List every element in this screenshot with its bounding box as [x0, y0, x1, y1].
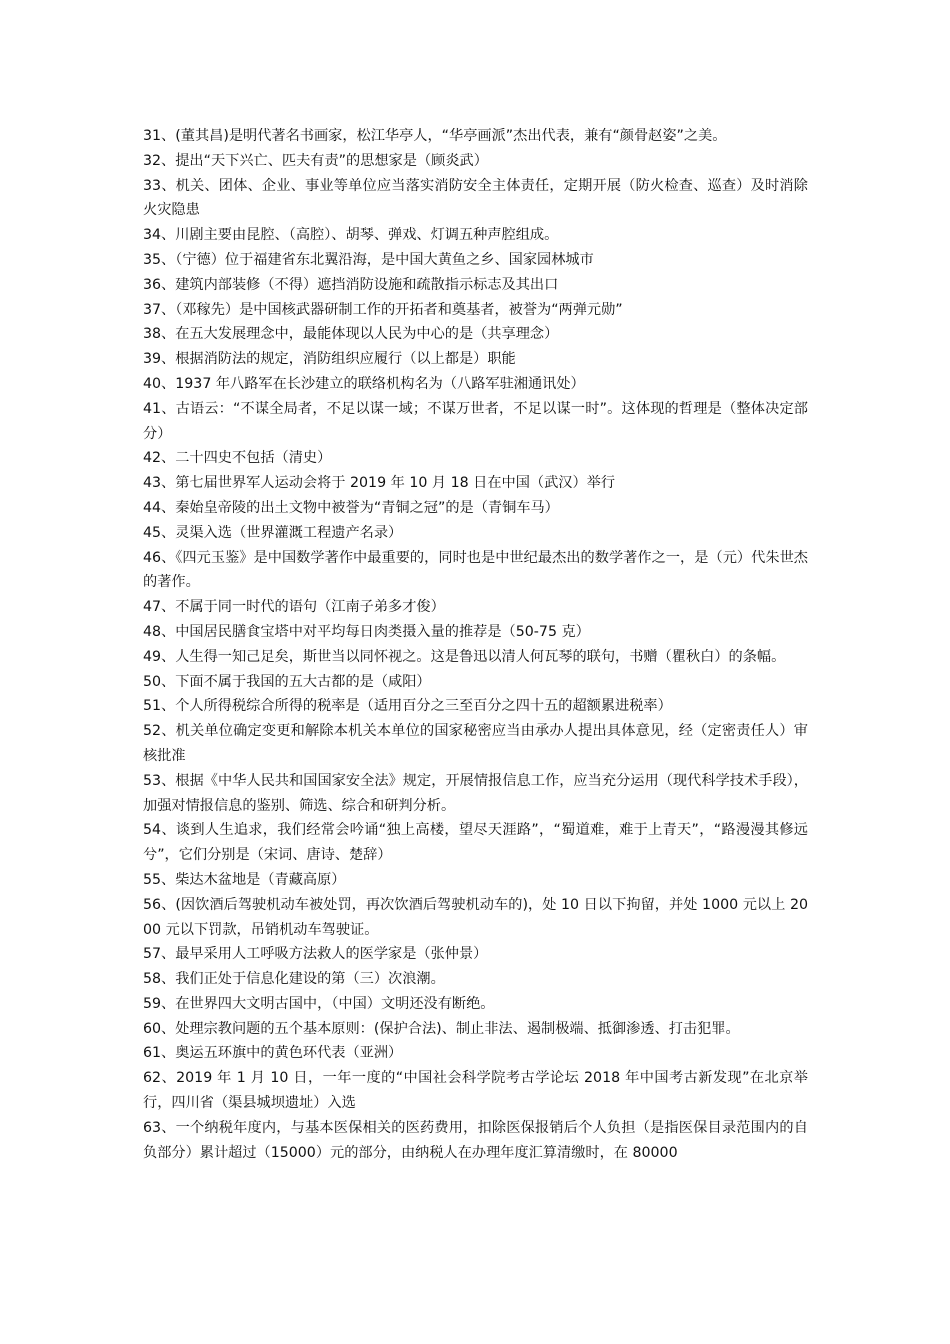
list-item: 54、谈到人生追求，我们经常会吟诵“独上高楼，望尽天涯路”，“蜀道难，难于上青天”，“路漫漫其修远兮”，它们分别是（宋词、唐诗、楚辞）: [143, 822, 808, 864]
list-item: 37、（邓稼先）是中国核武器研制工作的开拓者和奠基者，被誉为“两弹元勋”: [143, 301, 623, 318]
list-item: 49、人生得一知己足矣，斯世当以同怀视之。这是鲁迅以清人何瓦琴的联句，书赠（瞿秋白）的条幅。: [143, 648, 786, 665]
list-item: 39、根据消防法的规定，消防组织应履行（以上都是）职能: [143, 351, 516, 368]
list-item: 63、一个纳税年度内，与基本医保相关的医药费用，扣除医保报销后个人负担（是指医保目录范围内的自负部分）累计超过（15000）元的部分，由纳税人在办理年度汇算清缴时，在 80000: [143, 1119, 808, 1161]
list-item: 48、中国居民膳食宝塔中对平均每日肉类摄入量的推荐是（50-75 克）: [143, 623, 590, 640]
list-item: 52、机关单位确定变更和解除本机关本单位的国家秘密应当由承办人提出具体意见，经（定密责任人）审核批准: [143, 723, 808, 764]
list-item: 42、二十四史不包括（清史）: [143, 450, 332, 467]
list-item: 44、秦始皇帝陵的出土文物中被誉为“青铜之冠”的是（青铜车马）: [143, 499, 559, 516]
list-item: 34、川剧主要由昆腔、（高腔）、胡琴、弹戏、灯调五种声腔组成。: [143, 227, 559, 244]
list-item: 47、不属于同一时代的语句（江南子弟多才俊）: [143, 599, 445, 616]
document-body: [143, 124, 808, 1165]
list-item: 50、下面不属于我国的五大古都的是（咸阳）: [143, 673, 431, 690]
list-item: 38、在五大发展理念中，最能体现以人民为中心的是（共享理念）: [143, 326, 559, 343]
list-item: 41、古语云：“不谋全局者，不足以谋一域；不谋万世者，不足以谋一时”。这体现的哲理是（整体决定部分）: [143, 400, 808, 442]
list-item: 32、提出“天下兴亡、匹夫有责”的思想家是（顾炎武）: [143, 152, 488, 169]
list-item: 62、2019 年 1 月 10 日，一年一度的“中国社会科学院考古学论坛 2018 年中国考古新发现”在北京举行，四川省（渠县城坝遗址）入选: [143, 1070, 808, 1112]
list-item: 33、机关、团体、企业、事业等单位应当落实消防安全主体责任，定期开展（防火检查、巡查）及时消除火灾隐患: [143, 177, 808, 219]
list-item: 53、根据《中华人民共和国国家安全法》规定，开展情报信息工作，应当充分运用（现代科学技术手段），加强对情报信息的鉴别、筛选、综合和研判分析。: [143, 772, 808, 814]
list-item: 55、柴达木盆地是（青藏高原）: [143, 871, 346, 888]
list-item: 40、1937 年八路军在长沙建立的联络机构名为（八路军驻湘通讯处）: [143, 375, 585, 392]
list-item: 51、个人所得税综合所得的税率是（适用百分之三至百分之四十五的超额累进税率）: [143, 698, 672, 715]
list-item: 58、我们正处于信息化建设的第（三）次浪潮。: [143, 971, 445, 988]
list-item: 57、最早采用人工呼吸方法救人的医学家是（张仲景）: [143, 946, 488, 963]
list-item: 35、（宁德）位于福建省东北翼沿海，是中国大黄鱼之乡、国家园林城市: [143, 251, 594, 268]
list-item: 46、《四元玉鉴》是中国数学著作中最重要的，同时也是中世纪最杰出的数学著作之一，是（元）代朱世杰的著作。: [143, 549, 808, 591]
list-item: 60、处理宗教问题的五个基本原则：(保护合法)、制止非法、遏制极端、抵御渗透、打击犯罪。: [143, 1020, 740, 1037]
list-item: 31、(董其昌)是明代著名书画家，松江华亭人，“华亭画派”杰出代表，兼有“颜骨赵姿”之美。: [143, 128, 727, 144]
list-item: 61、奥运五环旗中的黄色环代表（亚洲）: [143, 1045, 403, 1062]
list-item: 43、第七届世界军人运动会将于 2019 年 10 月 18 日在中国（武汉）举行: [143, 475, 616, 492]
list-item: 59、在世界四大文明古国中，（中国）文明还没有断绝。: [143, 995, 495, 1012]
list-item: 36、建筑内部装修（不得）遮挡消防设施和疏散指示标志及其出口: [143, 276, 559, 293]
list-item: 56、(因饮酒后驾驶机动车被处罚，再次饮酒后驾驶机动车的)，处 10 日以下拘留，并处 1000 元以上 2000 元以下罚款，吊销机动车驾驶证。: [143, 896, 808, 938]
list-item: 45、灵渠入选（世界灌溉工程遗产名录）: [143, 524, 403, 541]
